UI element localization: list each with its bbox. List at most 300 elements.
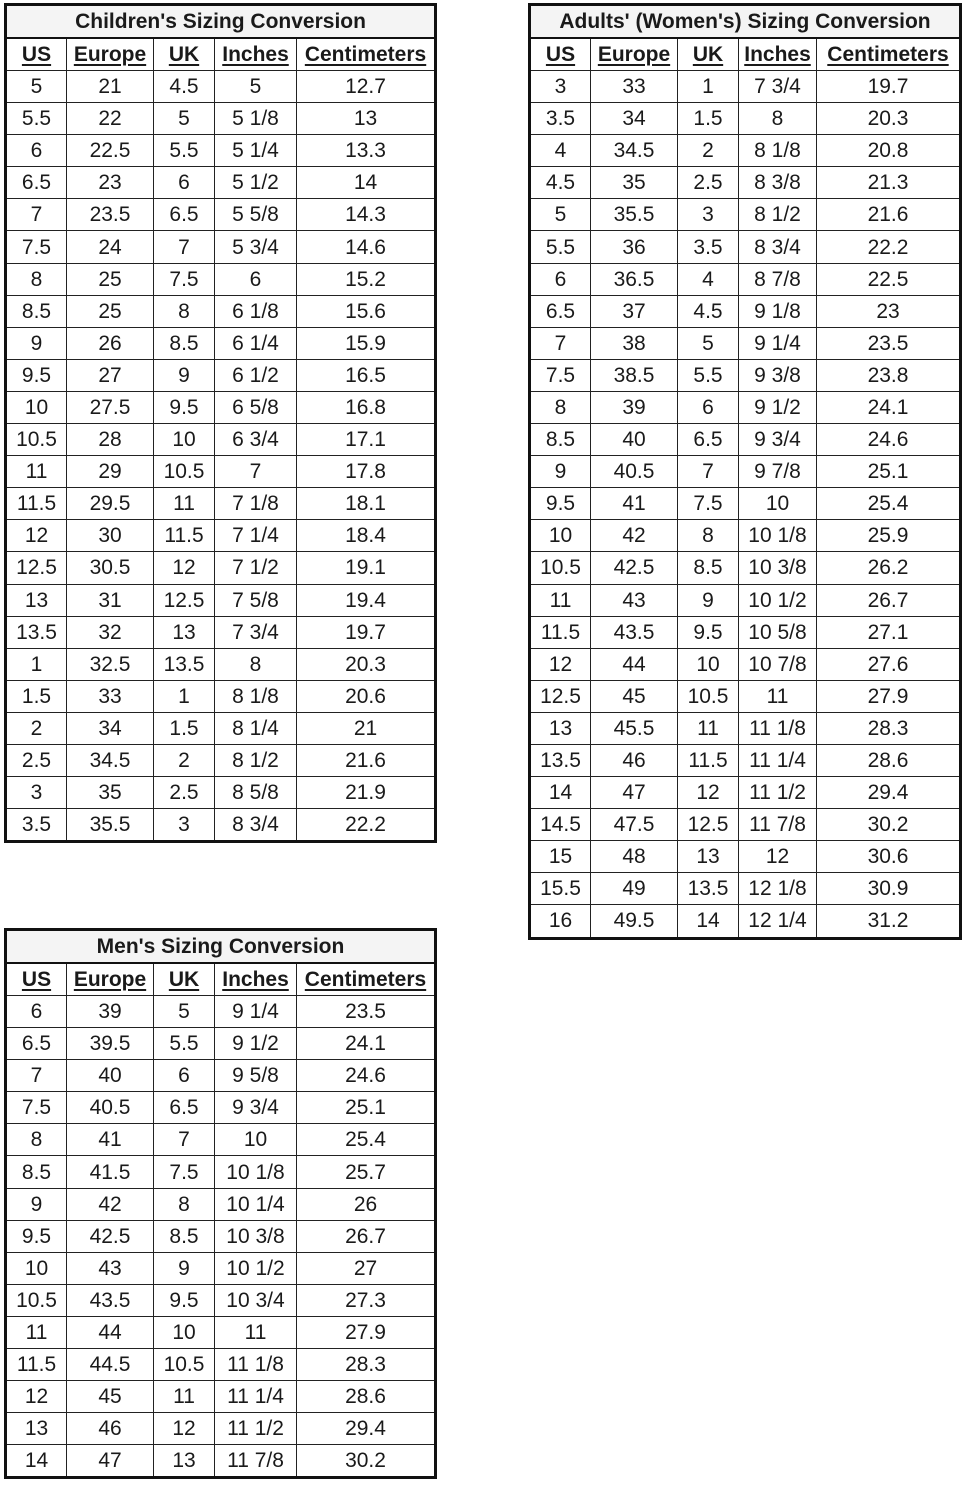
- cell-us: 7: [6, 199, 67, 231]
- cell-centimeters: 28.3: [297, 1349, 436, 1381]
- cell-inches: 11: [215, 1316, 297, 1348]
- cell-us: 10.5: [6, 424, 67, 456]
- table-row: [530, 744, 961, 776]
- cell-uk: 12: [154, 1413, 215, 1445]
- cell-inches: 11 1/8: [739, 712, 817, 744]
- cell-europe: 26: [67, 327, 154, 359]
- cell-europe: 35.5: [591, 199, 678, 231]
- cell-us: 11: [6, 1316, 67, 1348]
- cell-uk: 6: [154, 167, 215, 199]
- table-row: [530, 199, 961, 231]
- cell-europe: 47: [591, 777, 678, 809]
- cell-centimeters: 21.6: [817, 199, 961, 231]
- cell-uk: 2: [678, 135, 739, 167]
- column-header-centimeters: Centimeters: [297, 963, 436, 996]
- cell-inches: 9 1/4: [739, 327, 817, 359]
- cell-inches: 8: [215, 648, 297, 680]
- cell-inches: 6 1/4: [215, 327, 297, 359]
- cell-uk: 3: [154, 809, 215, 842]
- cell-centimeters: 25.9: [817, 520, 961, 552]
- cell-centimeters: 31.2: [817, 905, 961, 938]
- cell-inches: 9 1/4: [215, 996, 297, 1028]
- table-row: [6, 1349, 436, 1381]
- cell-centimeters: 25.1: [817, 456, 961, 488]
- cell-uk: 6.5: [154, 1092, 215, 1124]
- table-row: [530, 103, 961, 135]
- table-row: [6, 712, 436, 744]
- cell-europe: 35: [67, 777, 154, 809]
- cell-us: 10: [6, 391, 67, 423]
- cell-inches: 11 1/4: [739, 744, 817, 776]
- cell-us: 2: [6, 712, 67, 744]
- cell-europe: 36.5: [591, 263, 678, 295]
- cell-europe: 40: [67, 1060, 154, 1092]
- cell-europe: 41: [67, 1124, 154, 1156]
- cell-europe: 39: [67, 996, 154, 1028]
- cell-uk: 9: [154, 1252, 215, 1284]
- table-row: [6, 1252, 436, 1284]
- cell-uk: 9.5: [154, 1284, 215, 1316]
- cell-centimeters: 28.6: [297, 1381, 436, 1413]
- cell-inches: 6 1/2: [215, 359, 297, 391]
- cell-inches: 5 1/4: [215, 135, 297, 167]
- cell-centimeters: 27.9: [817, 680, 961, 712]
- cell-us: 7.5: [530, 359, 591, 391]
- cell-uk: 8.5: [154, 327, 215, 359]
- cell-us: 3: [6, 777, 67, 809]
- cell-us: 3.5: [530, 103, 591, 135]
- column-header-row: [6, 963, 436, 996]
- cell-europe: 22.5: [67, 135, 154, 167]
- table-title: Men's Sizing Conversion: [6, 930, 436, 964]
- cell-inches: 12: [739, 841, 817, 873]
- cell-inches: 12 1/8: [739, 873, 817, 905]
- table-row: [530, 616, 961, 648]
- cell-uk: 7.5: [154, 1156, 215, 1188]
- cell-us: 11.5: [6, 488, 67, 520]
- column-header-us: US: [6, 963, 67, 996]
- cell-uk: 6.5: [154, 199, 215, 231]
- cell-centimeters: 13.3: [297, 135, 436, 167]
- cell-us: 7: [6, 1060, 67, 1092]
- cell-inches: 10 1/8: [739, 520, 817, 552]
- cell-centimeters: 25.4: [297, 1124, 436, 1156]
- table-row: [530, 456, 961, 488]
- cell-us: 6.5: [6, 167, 67, 199]
- table-row: [6, 391, 436, 423]
- table-row: [6, 327, 436, 359]
- table-row: [6, 135, 436, 167]
- table-row: [6, 584, 436, 616]
- cell-inches: 11: [739, 680, 817, 712]
- cell-inches: 10: [739, 488, 817, 520]
- cell-europe: 45: [591, 680, 678, 712]
- cell-us: 5: [530, 199, 591, 231]
- column-header-inches: Inches: [739, 38, 817, 71]
- cell-europe: 35.5: [67, 809, 154, 842]
- cell-uk: 7: [154, 1124, 215, 1156]
- cell-inches: 10 3/8: [215, 1220, 297, 1252]
- cell-us: 4: [530, 135, 591, 167]
- cell-europe: 48: [591, 841, 678, 873]
- cell-us: 1: [6, 648, 67, 680]
- cell-uk: 7: [678, 456, 739, 488]
- cell-uk: 5.5: [678, 359, 739, 391]
- column-header-europe: Europe: [67, 38, 154, 71]
- cell-europe: 28: [67, 424, 154, 456]
- table-row: [6, 1092, 436, 1124]
- cell-centimeters: 18.1: [297, 488, 436, 520]
- cell-uk: 3.5: [678, 231, 739, 263]
- men-sizing-table: [4, 928, 437, 1479]
- cell-uk: 7: [154, 231, 215, 263]
- cell-uk: 13.5: [678, 873, 739, 905]
- cell-europe: 42.5: [591, 552, 678, 584]
- cell-centimeters: 14.6: [297, 231, 436, 263]
- column-header-row: [6, 38, 436, 71]
- cell-europe: 40.5: [67, 1092, 154, 1124]
- cell-inches: 5 3/4: [215, 231, 297, 263]
- cell-europe: 40: [591, 424, 678, 456]
- cell-europe: 43: [67, 1252, 154, 1284]
- cell-inches: 9 3/4: [739, 424, 817, 456]
- cell-uk: 7.5: [678, 488, 739, 520]
- cell-uk: 10: [154, 424, 215, 456]
- cell-centimeters: 23.8: [817, 359, 961, 391]
- cell-centimeters: 22.2: [297, 809, 436, 842]
- cell-us: 11.5: [530, 616, 591, 648]
- cell-us: 8.5: [6, 1156, 67, 1188]
- table-row: [6, 1413, 436, 1445]
- cell-europe: 38.5: [591, 359, 678, 391]
- table-row: [6, 1220, 436, 1252]
- column-header-uk: UK: [154, 963, 215, 996]
- cell-europe: 40.5: [591, 456, 678, 488]
- cell-europe: 46: [591, 744, 678, 776]
- cell-centimeters: 22.5: [817, 263, 961, 295]
- cell-inches: 9 1/2: [739, 391, 817, 423]
- table-row: [530, 552, 961, 584]
- cell-us: 15: [530, 841, 591, 873]
- cell-us: 6.5: [6, 1028, 67, 1060]
- table-row: [6, 295, 436, 327]
- cell-inches: 11 1/2: [215, 1413, 297, 1445]
- cell-us: 11: [6, 456, 67, 488]
- cell-centimeters: 26.2: [817, 552, 961, 584]
- cell-europe: 47: [67, 1445, 154, 1478]
- cell-us: 5.5: [530, 231, 591, 263]
- table-row: [6, 167, 436, 199]
- cell-us: 3.5: [6, 809, 67, 842]
- cell-europe: 22: [67, 103, 154, 135]
- cell-uk: 8.5: [154, 1220, 215, 1252]
- cell-centimeters: 27.9: [297, 1316, 436, 1348]
- cell-uk: 8: [154, 295, 215, 327]
- cell-us: 13.5: [6, 616, 67, 648]
- table-row: [530, 359, 961, 391]
- cell-centimeters: 25.1: [297, 1092, 436, 1124]
- cell-us: 5: [6, 71, 67, 103]
- cell-us: 13: [530, 712, 591, 744]
- cell-uk: 11: [154, 1381, 215, 1413]
- cell-us: 7: [530, 327, 591, 359]
- cell-europe: 37: [591, 295, 678, 327]
- cell-centimeters: 25.7: [297, 1156, 436, 1188]
- cell-uk: 11: [154, 488, 215, 520]
- women-sizing-table: [528, 3, 962, 940]
- cell-us: 9.5: [6, 1220, 67, 1252]
- cell-centimeters: 24.6: [297, 1060, 436, 1092]
- cell-centimeters: 19.7: [817, 71, 961, 103]
- cell-europe: 42: [591, 520, 678, 552]
- cell-uk: 11.5: [678, 744, 739, 776]
- cell-us: 6: [6, 996, 67, 1028]
- table-row: [530, 809, 961, 841]
- column-header-inches: Inches: [215, 38, 297, 71]
- cell-centimeters: 28.3: [817, 712, 961, 744]
- cell-uk: 10.5: [154, 456, 215, 488]
- cell-us: 2.5: [6, 744, 67, 776]
- cell-europe: 21: [67, 71, 154, 103]
- cell-europe: 33: [67, 680, 154, 712]
- table-row: [6, 1188, 436, 1220]
- cell-centimeters: 16.5: [297, 359, 436, 391]
- cell-uk: 9.5: [154, 391, 215, 423]
- table-row: [6, 1381, 436, 1413]
- cell-europe: 44: [67, 1316, 154, 1348]
- cell-us: 8.5: [6, 295, 67, 327]
- cell-us: 6: [530, 263, 591, 295]
- cell-centimeters: 19.4: [297, 584, 436, 616]
- cell-inches: 6 1/8: [215, 295, 297, 327]
- table-row: [6, 777, 436, 809]
- column-header-uk: UK: [678, 38, 739, 71]
- cell-uk: 8: [154, 1188, 215, 1220]
- column-header-us: US: [6, 38, 67, 71]
- table-title: Adults' (Women's) Sizing Conversion: [530, 5, 961, 39]
- table-row: [530, 263, 961, 295]
- cell-uk: 4: [678, 263, 739, 295]
- cell-inches: 6 3/4: [215, 424, 297, 456]
- cell-uk: 12.5: [154, 584, 215, 616]
- cell-uk: 13: [154, 616, 215, 648]
- cell-uk: 1.5: [154, 712, 215, 744]
- cell-us: 15.5: [530, 873, 591, 905]
- cell-europe: 29.5: [67, 488, 154, 520]
- cell-us: 9: [6, 327, 67, 359]
- cell-uk: 4.5: [154, 71, 215, 103]
- cell-uk: 8: [678, 520, 739, 552]
- cell-inches: 8 1/2: [739, 199, 817, 231]
- cell-europe: 41.5: [67, 1156, 154, 1188]
- cell-uk: 5: [678, 327, 739, 359]
- cell-inches: 6 5/8: [215, 391, 297, 423]
- cell-europe: 36: [591, 231, 678, 263]
- cell-us: 9.5: [530, 488, 591, 520]
- cell-us: 12: [6, 1381, 67, 1413]
- cell-europe: 38: [591, 327, 678, 359]
- cell-uk: 13: [678, 841, 739, 873]
- table-row: [530, 841, 961, 873]
- cell-inches: 7 5/8: [215, 584, 297, 616]
- cell-europe: 43.5: [591, 616, 678, 648]
- cell-inches: 5 5/8: [215, 199, 297, 231]
- cell-inches: 10 1/2: [739, 584, 817, 616]
- cell-uk: 9: [678, 584, 739, 616]
- cell-europe: 44.5: [67, 1349, 154, 1381]
- table-row: [6, 424, 436, 456]
- cell-inches: 12 1/4: [739, 905, 817, 938]
- table-row: [6, 552, 436, 584]
- cell-us: 13: [6, 1413, 67, 1445]
- cell-europe: 34: [591, 103, 678, 135]
- cell-us: 3: [530, 71, 591, 103]
- cell-centimeters: 17.8: [297, 456, 436, 488]
- table-row: [530, 520, 961, 552]
- cell-us: 11.5: [6, 1349, 67, 1381]
- cell-us: 5.5: [6, 103, 67, 135]
- children-sizing-table: [4, 3, 437, 843]
- table-row: [530, 231, 961, 263]
- table-row: [530, 424, 961, 456]
- cell-europe: 41: [591, 488, 678, 520]
- table-row: [6, 231, 436, 263]
- cell-inches: 8 3/4: [739, 231, 817, 263]
- cell-uk: 5: [154, 996, 215, 1028]
- cell-europe: 43: [591, 584, 678, 616]
- cell-centimeters: 23.5: [817, 327, 961, 359]
- cell-us: 8: [6, 263, 67, 295]
- cell-inches: 8 1/2: [215, 744, 297, 776]
- column-header-uk: UK: [154, 38, 215, 71]
- cell-inches: 9 7/8: [739, 456, 817, 488]
- cell-inches: 10 5/8: [739, 616, 817, 648]
- cell-uk: 4.5: [678, 295, 739, 327]
- table-row: [6, 456, 436, 488]
- cell-centimeters: 26.7: [817, 584, 961, 616]
- cell-inches: 7 3/4: [215, 616, 297, 648]
- cell-centimeters: 26: [297, 1188, 436, 1220]
- cell-inches: 7 3/4: [739, 71, 817, 103]
- cell-inches: 8 1/4: [215, 712, 297, 744]
- cell-europe: 35: [591, 167, 678, 199]
- column-header-europe: Europe: [67, 963, 154, 996]
- cell-us: 4.5: [530, 167, 591, 199]
- cell-centimeters: 28.6: [817, 744, 961, 776]
- cell-us: 12.5: [530, 680, 591, 712]
- cell-uk: 10: [678, 648, 739, 680]
- cell-centimeters: 27: [297, 1252, 436, 1284]
- cell-centimeters: 24.1: [817, 391, 961, 423]
- cell-us: 8: [6, 1124, 67, 1156]
- cell-inches: 8 3/8: [739, 167, 817, 199]
- cell-centimeters: 20.6: [297, 680, 436, 712]
- cell-europe: 43.5: [67, 1284, 154, 1316]
- column-header-inches: Inches: [215, 963, 297, 996]
- cell-inches: 11 7/8: [739, 809, 817, 841]
- cell-centimeters: 24.6: [817, 424, 961, 456]
- table-row: [530, 135, 961, 167]
- cell-europe: 34: [67, 712, 154, 744]
- table-row: [6, 199, 436, 231]
- cell-us: 10: [6, 1252, 67, 1284]
- cell-uk: 1.5: [678, 103, 739, 135]
- table-row: [530, 905, 961, 938]
- cell-uk: 10.5: [678, 680, 739, 712]
- cell-us: 9: [530, 456, 591, 488]
- cell-inches: 8 1/8: [215, 680, 297, 712]
- cell-us: 1.5: [6, 680, 67, 712]
- table-row: [6, 648, 436, 680]
- table-row: [6, 1028, 436, 1060]
- cell-inches: 9 1/2: [215, 1028, 297, 1060]
- cell-uk: 10.5: [154, 1349, 215, 1381]
- cell-inches: 7: [215, 456, 297, 488]
- table-row: [6, 616, 436, 648]
- cell-uk: 10: [154, 1316, 215, 1348]
- cell-europe: 25: [67, 295, 154, 327]
- table-row: [6, 809, 436, 842]
- table-row: [6, 263, 436, 295]
- table-row: [6, 1060, 436, 1092]
- cell-us: 10.5: [6, 1284, 67, 1316]
- cell-europe: 42.5: [67, 1220, 154, 1252]
- cell-inches: 11 1/8: [215, 1349, 297, 1381]
- cell-centimeters: 30.2: [817, 809, 961, 841]
- column-header-europe: Europe: [591, 38, 678, 71]
- cell-uk: 13.5: [154, 648, 215, 680]
- cell-centimeters: 12.7: [297, 71, 436, 103]
- cell-europe: 30: [67, 520, 154, 552]
- cell-inches: 7 1/8: [215, 488, 297, 520]
- cell-uk: 11.5: [154, 520, 215, 552]
- cell-europe: 30.5: [67, 552, 154, 584]
- table-row: [6, 359, 436, 391]
- cell-uk: 7.5: [154, 263, 215, 295]
- cell-europe: 46: [67, 1413, 154, 1445]
- cell-europe: 34.5: [591, 135, 678, 167]
- cell-inches: 7 1/4: [215, 520, 297, 552]
- cell-inches: 8 7/8: [739, 263, 817, 295]
- table-row: [6, 71, 436, 103]
- cell-inches: 7 1/2: [215, 552, 297, 584]
- table-row: [530, 873, 961, 905]
- cell-inches: 10 3/8: [739, 552, 817, 584]
- cell-uk: 1: [678, 71, 739, 103]
- cell-inches: 6: [215, 263, 297, 295]
- cell-inches: 10: [215, 1124, 297, 1156]
- cell-europe: 33: [591, 71, 678, 103]
- cell-centimeters: 26.7: [297, 1220, 436, 1252]
- cell-centimeters: 30.6: [817, 841, 961, 873]
- cell-us: 11: [530, 584, 591, 616]
- cell-us: 10.5: [530, 552, 591, 584]
- cell-us: 10: [530, 520, 591, 552]
- cell-centimeters: 15.9: [297, 327, 436, 359]
- cell-centimeters: 27.3: [297, 1284, 436, 1316]
- cell-us: 8.5: [530, 424, 591, 456]
- cell-centimeters: 30.2: [297, 1445, 436, 1478]
- table-row: [530, 584, 961, 616]
- cell-inches: 9 3/8: [739, 359, 817, 391]
- cell-uk: 9: [154, 359, 215, 391]
- column-header-row: [530, 38, 961, 71]
- column-header-us: US: [530, 38, 591, 71]
- cell-inches: 9 5/8: [215, 1060, 297, 1092]
- cell-us: 14: [6, 1445, 67, 1478]
- cell-europe: 31: [67, 584, 154, 616]
- table-title: Children's Sizing Conversion: [6, 5, 436, 39]
